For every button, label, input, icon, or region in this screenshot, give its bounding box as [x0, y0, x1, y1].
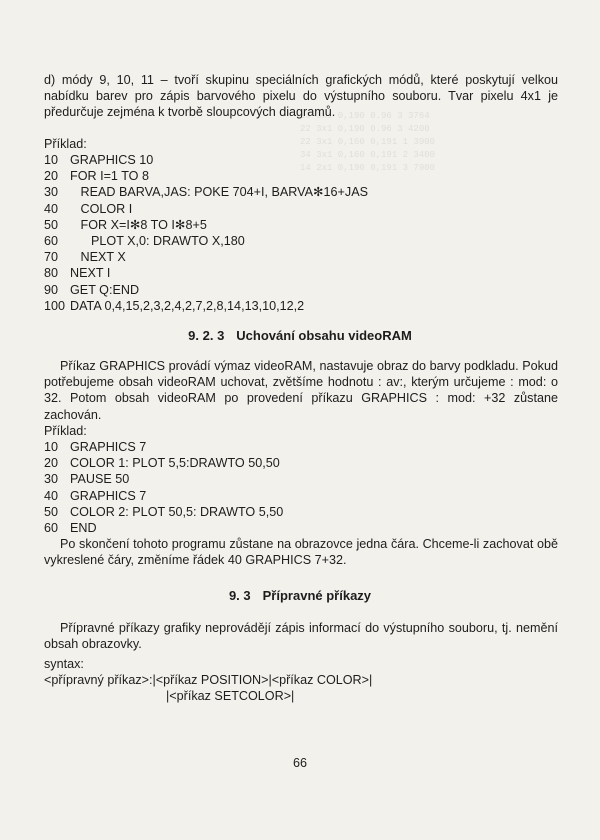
code-text: GRAPHICS 7: [70, 488, 147, 503]
code-text: COLOR 2: PLOT 50,5: DRAWTO 5,50: [70, 504, 284, 519]
code-text: FOR I=1 TO 8: [70, 169, 149, 184]
section-heading-9-3: [0, 588, 600, 604]
code-text: PLOT X,0: DRAWTO X,180: [70, 234, 245, 249]
code-line: [44, 217, 368, 233]
code-line: [44, 298, 368, 314]
code-line: [44, 504, 283, 520]
code-text: END: [70, 521, 97, 536]
line-number: 50: [44, 217, 59, 232]
code-line: [44, 249, 368, 265]
code-line: [44, 168, 368, 184]
code-line: [44, 233, 368, 249]
code-listing-2: [44, 439, 283, 536]
code-line: [44, 265, 368, 281]
line-number: 20: [44, 456, 59, 471]
line-number: 90: [44, 282, 59, 297]
code-text: GRAPHICS 10: [70, 153, 154, 167]
code-text: COLOR I: [70, 201, 133, 216]
section-number: 9. 2. 3: [188, 328, 225, 343]
section-title: Přípravné příkazy: [262, 588, 372, 603]
code-line: [44, 201, 368, 217]
line-number: 40: [44, 488, 59, 503]
intro-paragraph: d) módy 9, 10, 11 – tvoří skupinu speciálních grafických módů, které poskytují velkou nabídku barev pro zápis barvového pixelu do výstupního souboru. Tvar pixelu 4x1 je předurčuje zejména k tvorbě sloupcových diagramů.: [44, 73, 558, 120]
line-number: 100: [44, 298, 66, 313]
section-title: Uchování obsahu videoRAM: [236, 328, 412, 343]
syntax-label: syntax:: [44, 657, 84, 671]
code-text: GET Q:END: [70, 282, 140, 297]
code-text: NEXT I: [70, 266, 111, 281]
code-line: [44, 471, 283, 487]
code-text: FOR X=I✻8 TO I✻8+5: [70, 217, 207, 232]
line-number: 30: [44, 185, 59, 200]
line-number: 20: [44, 169, 59, 184]
code-line: [44, 488, 283, 504]
section-heading-9-2-3: [0, 328, 600, 344]
code-line: [44, 152, 368, 168]
code-text: NEXT X: [70, 250, 126, 265]
line-number: 10: [44, 153, 59, 167]
code-text: GRAPHICS 7: [70, 440, 147, 454]
line-number: 60: [44, 234, 59, 249]
code-text: COLOR 1: PLOT 5,5:DRAWTO 50,50: [70, 456, 280, 471]
code-text: PAUSE 50: [70, 472, 130, 487]
code-line: [44, 184, 368, 200]
example-label: Příklad:: [44, 137, 87, 151]
line-number: 30: [44, 472, 59, 487]
page-number: 66: [292, 756, 307, 770]
line-number: 70: [44, 250, 59, 265]
syntax-line-2: |<příkaz SETCOLOR>|: [166, 689, 295, 703]
code-listing-1: [44, 152, 368, 314]
line-number: 40: [44, 201, 59, 216]
code-text: READ BARVA,JAS: POKE 704+I, BARVA✻16+JAS: [70, 185, 369, 200]
code-line: [44, 439, 283, 455]
example-label: Příklad:: [44, 424, 87, 438]
code-line: [44, 282, 368, 298]
section-number: 9. 3: [228, 588, 251, 603]
bleed-through-texture: 13 3x1 0,190 0.96 3 3764 22 3x1 0,190 0.96 3 4200 22 3x1 0,160 0,191 1 3900 34 3x1 0,160 0,191 2 3400 14 2x1 0,190 0,191 3 7900: [300, 111, 436, 173]
code-line: [44, 455, 283, 471]
code-text: DATA 0,4,15,2,3,2,4,2,7,2,8,14,13,10,12,2: [70, 298, 305, 313]
preparatory-paragraph: Přípravné příkazy grafiky neprovádějí zápis informací do výstupního souboru, tj. nemění obsah obrazovky.: [44, 621, 558, 652]
syntax-line-1: <přípravný příkaz>:|<příkaz POSITION>|<příkaz COLOR>|: [44, 673, 373, 687]
line-number: 60: [44, 521, 59, 536]
line-number: 80: [44, 266, 59, 281]
conclusion-paragraph: Po skončení tohoto programu zůstane na obrazovce jedna čára. Chceme-li zachovat obě vykreslené čáry, změníme řádek 40 GRAPHICS 7+32.: [44, 537, 558, 568]
line-number: 10: [44, 440, 59, 454]
code-line: [44, 520, 283, 536]
line-number: 50: [44, 504, 59, 519]
videoram-paragraph: Příkaz GRAPHICS provádí výmaz videoRAM, nastavuje obraz do barvy podkladu. Pokud potřebujeme obsah videoRAM uchovat, zvětšíme hodnotu : av:, kterým určujeme : mod: o 32. Potom obsah videoRAM po provedení příkazu GRAPHICS : mod: +32 zůstane zachován.: [44, 359, 558, 422]
